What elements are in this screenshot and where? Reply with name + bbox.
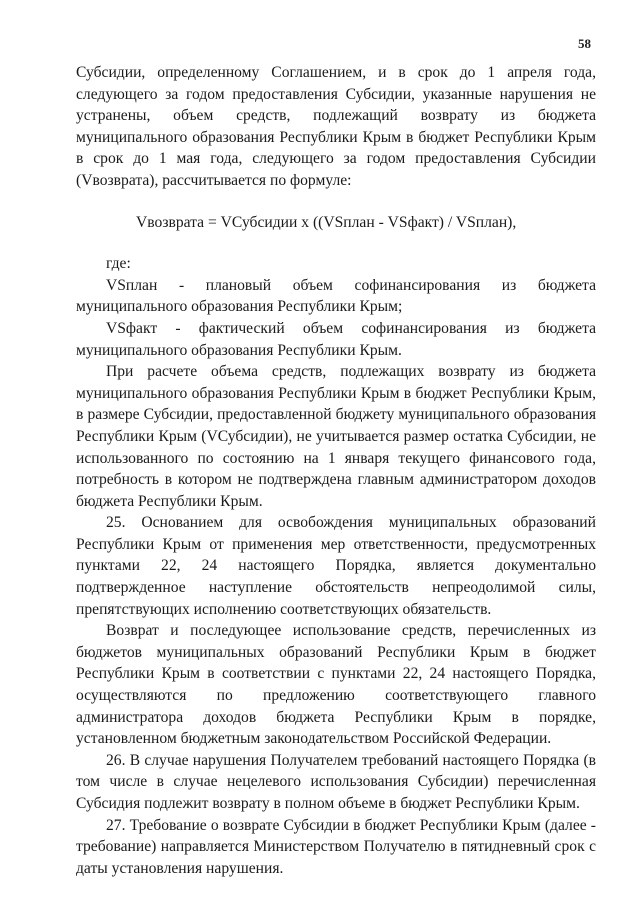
formula-where-label: где: [106,255,131,273]
definition-vs-plan: VSплан - плановый объем софинансирования из бюджета муниципального образования Республики Крым; [76,276,596,316]
formula: Vвозврата = VСубсидии x ((VSплан - VSфакт) / VSплан), [136,213,517,231]
definition-vs-fact: VSфакт - фактический объем софинансирования из бюджета муниципального образования Республики Крым. [76,319,596,359]
paragraph-clause-26: 26. В случае нарушения Получателем требований настоящего Порядка (в том числе в случае нецелевого использования Субсидии) перечисленная Субсидия подлежит возврату в полном объеме в бюджет Республики Крым. [76,751,596,812]
paragraph-clause-25: 25. Основанием для освобождения муниципальных образований Республики Крым от применения мер ответственности, предусмотренных пунктами 22, 24 настоящего Порядка, является документально подтвержденное наступление обстоятельств непреодолимой силы, препятствующих исполнению соответствующих обязательств. [76,514,596,618]
paragraph-continuation: Субсидии, определенному Соглашением, и в срок до 1 апреля года, следующего за годом предоставления Субсидии, указанные нарушения не устранены, объем средств, подлежащий возврату из бюджета муниципального образования Республики Крым в бюджет Республики Крым в срок до 1 мая года, следующего за годом предоставления Субсидии (Vвозврата), рассчитывается по формуле: [76,64,596,189]
page-number: 58 [578,36,591,51]
document-body [76,62,596,879]
paragraph-return-usage: Возврат и последующее использование средств, перечисленных из бюджетов муниципальных образований Республики Крым в бюджет Республики Крым в соответствии с пунктами 22, 24 настоящего Порядка, осуществляются по предложению соответствующего главного администратора доходов бюджета Республики Крым в порядке, установленном бюджетным законодательством Российской Федерации. [76,622,596,748]
paragraph-clause-27: 27. Требование о возврате Субсидии в бюджет Республики Крым (далее - требование) направляется Министерством Получателю в пятидневный срок с даты установления нарушения. [76,816,596,877]
paragraph-calculation-note: При расчете объема средств, подлежащих возврату из бюджета муниципального образования Республики Крым в бюджет Республики Крым, в размере Субсидии, предоставленной бюджету муниципального образования Республики Крым (VСубсидии), не учитывается размер остатка Субсидии, не использованного по состоянию на 1 января текущего финансового года, потребность в котором не подтверждена главным администратором доходов бюджета Республики Крым. [76,363,596,510]
